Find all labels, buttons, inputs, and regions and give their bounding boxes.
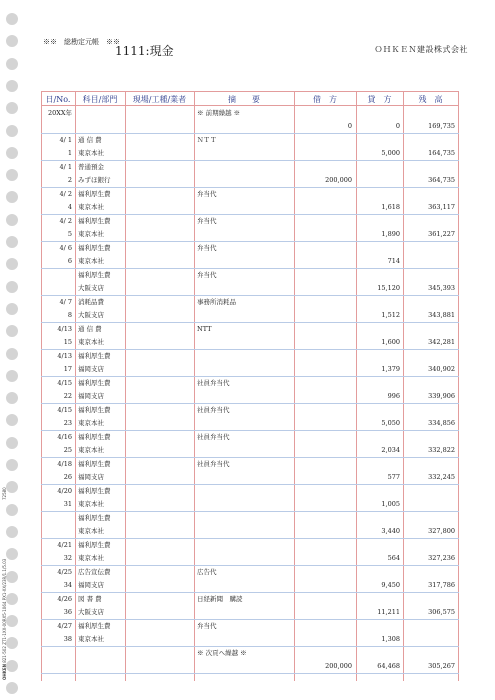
entry-credit: 1,618 [381, 203, 400, 211]
binder-hole [6, 325, 18, 337]
entry-date: 4/ 7 [59, 298, 72, 306]
ledger-row [41, 282, 459, 296]
entry-department: 東京本社 [78, 149, 104, 157]
binder-hole [6, 13, 18, 25]
entry-department: みずほ銀行 [78, 176, 111, 184]
ledger-row [41, 161, 459, 174]
entry-balance: 169,735 [428, 122, 455, 130]
ledger-row [41, 309, 459, 323]
entry-credit: 5,050 [381, 419, 400, 427]
ledger-row [41, 566, 459, 579]
entry-balance: 306,575 [428, 608, 455, 616]
entry-number: 25 [63, 446, 72, 454]
entry-account: 福利厚生費 [78, 622, 111, 630]
entry-credit: 564 [387, 554, 400, 562]
ledger-row [41, 174, 459, 188]
binder-hole [6, 459, 18, 471]
entry-department: 東京本社 [78, 554, 104, 562]
ledger-row [41, 633, 459, 647]
col-header-site: 現場/工種/業者 [132, 95, 187, 104]
binder-hole [6, 102, 18, 114]
entry-account: 福利厚生費 [78, 433, 111, 441]
entry-summary: 弁当代 [197, 190, 217, 198]
ledger-row [41, 350, 459, 363]
ledger-row [41, 539, 459, 552]
entry-number: 8 [67, 311, 72, 319]
account-title: 1111:現金 [115, 44, 174, 58]
entry-credit: 3,440 [381, 527, 400, 535]
col-header-dept: 科目/部門 [82, 95, 118, 104]
entry-summary: 弁当代 [197, 622, 217, 630]
entry-department: 福岡支店 [78, 581, 104, 589]
entry-date: 4/ 6 [59, 244, 72, 252]
entry-balance: 363,117 [428, 203, 455, 211]
side-code-top: 72580 [2, 487, 7, 500]
binder-hole [6, 348, 18, 360]
ledger-row [41, 431, 459, 444]
binder-hole [6, 504, 18, 516]
entry-debit: 0 [347, 122, 352, 130]
entry-date: 4/ 1 [59, 136, 72, 144]
entry-date: 4/18 [57, 460, 72, 468]
entry-summary: 弁当代 [197, 217, 217, 225]
ledger-row [41, 363, 459, 377]
col-header-summary: 摘 要 [228, 95, 260, 104]
entry-account: 福利厚生費 [78, 541, 111, 549]
entry-date: 4/ 2 [59, 217, 72, 225]
entry-number: 23 [63, 419, 72, 427]
binder-hole [6, 214, 18, 226]
entry-number: 2 [67, 176, 72, 184]
entry-department: 大阪支店 [78, 608, 104, 616]
entry-credit: 64,468 [377, 662, 400, 670]
entry-department: 東京本社 [78, 500, 104, 508]
binder-hole [6, 125, 18, 137]
ledger-row [41, 323, 459, 336]
entry-summary: ※ 次頁へ繰越 ※ [197, 649, 247, 657]
entry-summary: 社員弁当代 [197, 433, 230, 441]
entry-balance: 343,881 [428, 311, 455, 319]
entry-summary: ※ 前期繰越 ※ [197, 109, 241, 117]
binder-hole [6, 548, 18, 560]
binder-hole [6, 58, 18, 70]
entry-date: 4/13 [57, 325, 72, 333]
ledger-row [41, 147, 459, 161]
entry-credit: 577 [387, 473, 400, 481]
ledger-row [41, 593, 459, 606]
entry-account: 図 書 費 [78, 595, 102, 603]
side-brand: OHKEN [2, 664, 7, 680]
entry-balance: 339,906 [428, 392, 455, 400]
entry-date: 4/26 [57, 595, 72, 603]
entry-summary: 社員弁当代 [197, 460, 230, 468]
entry-number: 22 [63, 392, 72, 400]
side-code-bottom [2, 559, 7, 680]
entry-date: 4/25 [57, 568, 72, 576]
col-header-balance: 残 高 [418, 95, 443, 104]
entry-department: 東京本社 [78, 257, 104, 265]
entry-summary: 社員弁当代 [197, 406, 230, 414]
ledger-row [41, 228, 459, 242]
ledger-row [41, 390, 459, 404]
entry-number: 34 [63, 581, 72, 589]
ledger-row [41, 606, 459, 620]
ledger-row [41, 525, 459, 539]
entry-credit: 2,034 [381, 446, 400, 454]
ledger-row [41, 471, 459, 485]
entry-department: 東京本社 [78, 230, 104, 238]
entry-date: 4/ 1 [59, 163, 72, 171]
binder-hole [6, 80, 18, 92]
binder-hole [6, 370, 18, 382]
entry-date: 4/15 [57, 406, 72, 414]
entry-account: 福利厚生費 [78, 244, 111, 252]
document-label: ※※ 総勘定元帳 ※※ [43, 38, 120, 46]
entry-department: 東京本社 [78, 203, 104, 211]
ledger-row [41, 620, 459, 633]
entry-account: 福利厚生費 [78, 271, 111, 279]
ledger-row [41, 444, 459, 458]
entry-department: 大阪支店 [78, 311, 104, 319]
entry-summary: 日経新聞 購読 [197, 595, 243, 603]
entry-debit: 200,000 [325, 176, 352, 184]
ledger-row [41, 336, 459, 350]
entry-balance: 164,735 [428, 149, 455, 157]
entry-department: 東京本社 [78, 527, 104, 535]
entry-department: 東京本社 [78, 419, 104, 427]
entry-credit: 11,211 [377, 608, 400, 616]
entry-balance: 317,786 [428, 581, 455, 589]
ledger-row [41, 498, 459, 512]
entry-date: 4/27 [57, 622, 72, 630]
entry-account: 福利厚生費 [78, 514, 111, 522]
binder-hole [6, 191, 18, 203]
ledger-row [41, 647, 459, 660]
entry-department: 福岡支店 [78, 473, 104, 481]
entry-credit: 1,512 [381, 311, 400, 319]
entry-number: 1 [67, 149, 72, 157]
binder-hole [6, 660, 18, 672]
entry-balance: 342,281 [428, 338, 455, 346]
entry-department: 福岡支店 [78, 365, 104, 373]
ledger-row [41, 377, 459, 390]
binder-hole [6, 526, 18, 538]
entry-date: 4/15 [57, 379, 72, 387]
entry-balance: 332,245 [428, 473, 455, 481]
binder-hole [6, 392, 18, 404]
entry-account: 福利厚生費 [78, 460, 111, 468]
entry-credit: 1,379 [381, 365, 400, 373]
ledger-row [41, 134, 459, 147]
entry-balance: 340,902 [428, 365, 455, 373]
entry-balance: 305,267 [428, 662, 455, 670]
entry-summary: 広告代 [197, 568, 217, 576]
col-header-credit: 貸 方 [367, 95, 392, 104]
entry-number: 38 [63, 635, 72, 643]
ledger-row [41, 417, 459, 431]
binder-hole [6, 258, 18, 270]
ledger-row [41, 255, 459, 269]
entry-credit: 1,308 [381, 635, 400, 643]
binder-hole [6, 682, 18, 694]
entry-department: 東京本社 [78, 635, 104, 643]
ledger-row [41, 512, 459, 525]
entry-credit: 1,600 [381, 338, 400, 346]
entry-credit: 15,120 [377, 284, 400, 292]
entry-credit: 0 [395, 122, 400, 130]
entry-account: 通 信 費 [78, 325, 102, 333]
binder-hole [6, 281, 18, 293]
entry-summary: 事務所消耗品 [197, 298, 236, 306]
entry-number: 6 [67, 257, 72, 265]
entry-account: 福利厚生費 [78, 352, 111, 360]
ledger-table [41, 91, 459, 681]
ledger-row [41, 660, 459, 674]
header-bottom-rule [41, 105, 459, 106]
entry-account: 福利厚生費 [78, 379, 111, 387]
entry-credit: 1,005 [381, 500, 400, 508]
entry-department: 大阪支店 [78, 284, 104, 292]
entry-date: 4/ 2 [59, 190, 72, 198]
entry-department: 東京本社 [78, 446, 104, 454]
binder-hole [6, 147, 18, 159]
ledger-row [41, 269, 459, 282]
entry-balance: 345,393 [428, 284, 455, 292]
entry-balance: 332,822 [428, 446, 455, 454]
ledger-row [41, 215, 459, 228]
entry-debit: 200,000 [325, 662, 352, 670]
ledger-row [41, 579, 459, 593]
entry-balance: 364,735 [428, 176, 455, 184]
binder-hole [6, 236, 18, 248]
binder-hole [6, 637, 18, 649]
ledger-row [41, 242, 459, 255]
header-top-rule [41, 91, 459, 92]
entry-credit: 714 [387, 257, 400, 265]
ledger-row [41, 120, 459, 134]
entry-summary: 弁当代 [197, 271, 217, 279]
entry-account: 福利厚生費 [78, 217, 111, 225]
entry-account: 福利厚生費 [78, 487, 111, 495]
entry-credit: 9,450 [381, 581, 400, 589]
entry-balance: 327,800 [428, 527, 455, 535]
binder-hole [6, 169, 18, 181]
entry-balance: 334,856 [428, 419, 455, 427]
binder-hole [6, 414, 18, 426]
entry-number: 36 [63, 608, 72, 616]
entry-balance: 361,227 [428, 230, 455, 238]
entry-summary: 社員弁当代 [197, 379, 230, 387]
side-code: 821-502 ZT1-1XX-00RX5-1064 PX1-XX/23R/1.1/5.03 [2, 558, 7, 663]
col-header-date: 日/No. [45, 95, 71, 104]
entry-number: 5 [67, 230, 72, 238]
entry-summary: 弁当代 [197, 244, 217, 252]
entry-number: 17 [63, 365, 72, 373]
ledger-row [41, 458, 459, 471]
entry-account: 福利厚生費 [78, 406, 111, 414]
entry-account: 普通預金 [78, 163, 104, 171]
entry-number: 15 [63, 338, 72, 346]
entry-summary: NTT [197, 325, 212, 333]
entry-department: 福岡支店 [78, 392, 104, 400]
entry-credit: 5,000 [381, 149, 400, 157]
ledger-row [41, 404, 459, 417]
entry-summary: ＮＴＴ [197, 136, 217, 144]
entry-credit: 1,890 [381, 230, 400, 238]
ledger-row [41, 201, 459, 215]
binder-hole [6, 615, 18, 627]
ledger-row [41, 188, 459, 201]
entry-account: 消耗品費 [78, 298, 104, 306]
binder-hole [6, 571, 18, 583]
entry-number: 32 [63, 554, 72, 562]
col-header-debit: 借 方 [313, 95, 337, 104]
entry-account: 通 信 費 [78, 136, 102, 144]
ledger-row [41, 107, 459, 120]
entry-date: 4/16 [57, 433, 72, 441]
entry-department: 東京本社 [78, 338, 104, 346]
binder-hole [6, 437, 18, 449]
entry-date: 4/20 [57, 487, 72, 495]
binder-hole [6, 303, 18, 315]
binder-hole [6, 593, 18, 605]
entry-date: 4/21 [57, 541, 72, 549]
entry-number: 4 [67, 203, 72, 211]
entry-number: 26 [63, 473, 72, 481]
entry-date: 20XX年 [47, 109, 72, 117]
entry-balance: 327,236 [428, 554, 455, 562]
entry-number: 31 [63, 500, 72, 508]
company-name: ＯＨＫＥＮ建設株式会社 [374, 45, 468, 54]
ledger-row [41, 485, 459, 498]
entry-credit: 996 [387, 392, 400, 400]
binder-hole [6, 481, 18, 493]
ledger-row [41, 552, 459, 566]
entry-account: 福利厚生費 [78, 190, 111, 198]
entry-date: 4/13 [57, 352, 72, 360]
entry-account: 広告宣伝費 [78, 568, 111, 576]
binder-hole [6, 35, 18, 47]
ledger-row [41, 296, 459, 309]
